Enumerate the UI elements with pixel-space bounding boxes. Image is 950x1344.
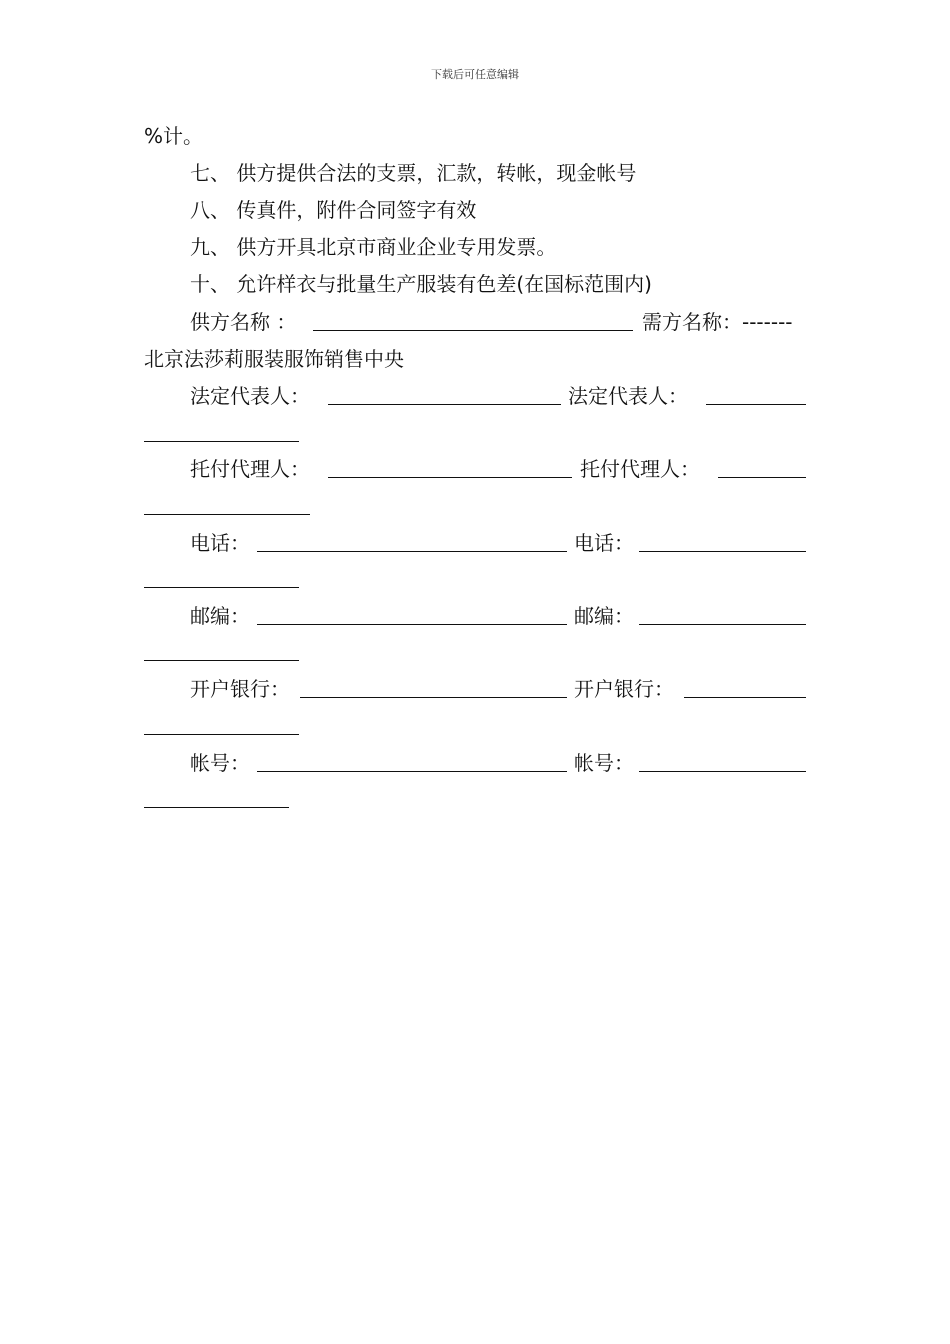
postcode-label-right: 邮编：	[574, 604, 634, 628]
supplier-name-blank	[313, 310, 633, 331]
phone-blank-right	[639, 531, 806, 552]
account-blank-left	[257, 751, 567, 772]
phone-blank-left	[257, 531, 567, 552]
clause-continuation: %计。	[144, 124, 204, 148]
bank-blank-right-cont	[144, 714, 299, 735]
agent-blank-right-cont	[144, 494, 310, 515]
agent-blank-right	[718, 457, 806, 478]
page-header: 下载后可任意编辑	[431, 68, 519, 81]
legal-rep-blank-left	[328, 384, 561, 405]
account-label-right: 帐号：	[574, 751, 634, 775]
buyer-name-value: 北京法莎莉服装服饰销售中央	[144, 347, 404, 371]
agent-blank-left	[328, 457, 572, 478]
phone-blank-right-cont	[144, 567, 299, 588]
postcode-blank-right-cont	[144, 640, 299, 661]
clause-8: 八、 传真件，附件合同签字有效	[190, 198, 477, 222]
agent-label-right: 托付代理人：	[580, 457, 700, 481]
clause-9: 九、 供方开具北京市商业企业专用发票。	[190, 235, 557, 259]
phone-label-right: 电话：	[574, 531, 634, 555]
postcode-blank-right	[639, 604, 806, 625]
account-label-left: 帐号：	[190, 751, 250, 775]
buyer-name-row	[642, 309, 793, 335]
postcode-label-left: 邮编：	[190, 604, 250, 628]
legal-rep-label-right: 法定代表人：	[568, 384, 688, 408]
postcode-blank-left	[257, 604, 567, 625]
account-blank-right	[639, 751, 806, 772]
clause-7: 七、 供方提供合法的支票，汇款，转帐，现金帐号	[190, 161, 637, 185]
bank-blank-left	[300, 677, 567, 698]
buyer-name-label: 需方名称：	[642, 310, 742, 334]
supplier-name-label: 供方名称 ：	[190, 310, 297, 334]
clause-10: 十、 允许样衣与批量生产服装有色差(在国标范围内)	[190, 272, 652, 296]
bank-label-right: 开户银行：	[574, 677, 674, 701]
bank-label-left: 开户银行：	[190, 677, 290, 701]
buyer-name-dashes: -------	[742, 310, 793, 334]
agent-label-left: 托付代理人：	[190, 457, 310, 481]
phone-label-left: 电话：	[190, 531, 250, 555]
legal-rep-blank-right-cont	[144, 421, 299, 442]
name-row	[190, 309, 296, 335]
bank-blank-right	[684, 677, 806, 698]
legal-rep-label-left: 法定代表人：	[190, 384, 310, 408]
legal-rep-blank-right	[706, 384, 806, 405]
account-blank-right-cont	[144, 787, 289, 808]
